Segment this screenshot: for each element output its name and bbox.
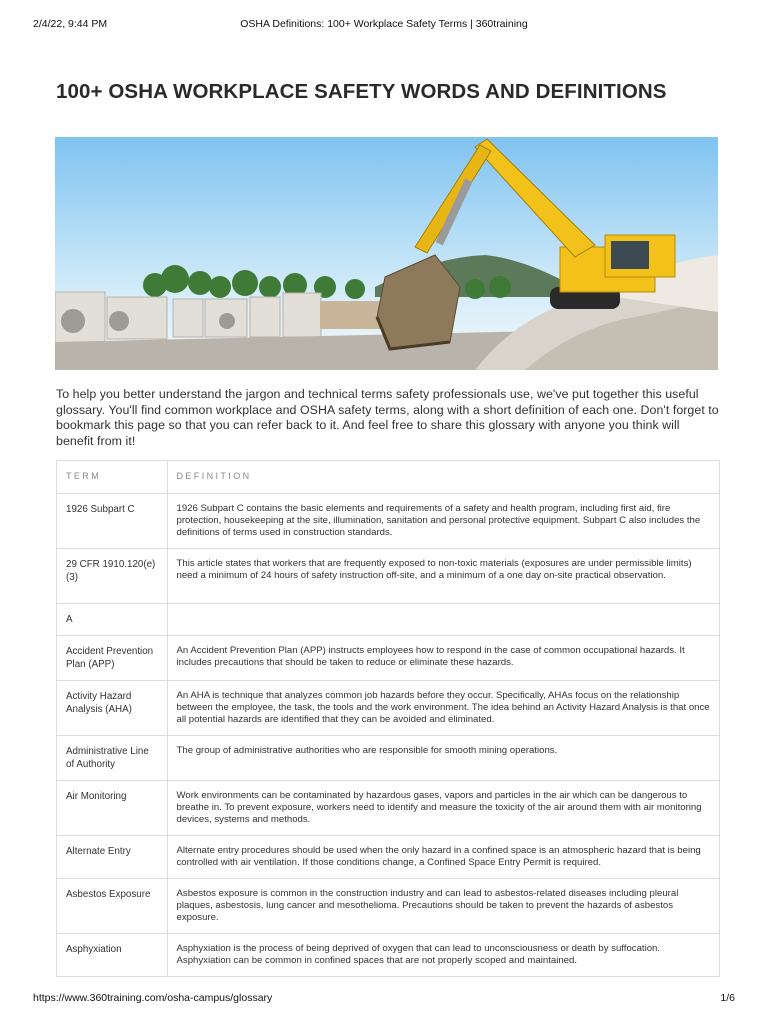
table-row: [57, 933, 719, 976]
definition-cell: Asphyxiation is the process of being deprived of oxygen that can lead to unconsciousness or death by suffocation. Asphyxiation can be common in confined spaces that are not properly scoped and maintained.: [167, 933, 719, 976]
definition-cell: An AHA is technique that analyzes common job hazards before they occur. Specifically, AHAs focus on the relationship between the employee, the task, the tools and the work environment. The idea behind an Activity Hazard Analysis is that once all potential hazards are identified that they can be avoided and eliminated.: [167, 680, 719, 735]
term-cell: 29 CFR 1910.120(e)(3): [57, 548, 167, 603]
table-row: [57, 548, 719, 603]
term-cell: Asbestos Exposure: [57, 878, 167, 933]
table-row: [57, 735, 719, 780]
term-cell: Accident Prevention Plan (APP): [57, 635, 167, 680]
term-cell: Air Monitoring: [57, 780, 167, 835]
definition-cell: [167, 603, 719, 635]
column-header-definition: DEFINITION: [167, 461, 719, 493]
print-url: https://www.360training.com/osha-campus/glossary: [33, 992, 273, 1004]
table-header-row: [57, 461, 719, 493]
definition-cell: Work environments can be contaminated by hazardous gases, vapors and particles in the air which can be dangerous to breathe in. To prevent exposure, workers need to identify and measure the toxicity of the air around them with air monitoring devices, systems and methods.: [167, 780, 719, 835]
table-row: [57, 780, 719, 835]
print-page-number: 1/6: [720, 992, 735, 1004]
table-row: [57, 835, 719, 878]
table-row: [57, 603, 719, 635]
glossary-table: [56, 460, 720, 977]
term-cell: Asphyxiation: [57, 933, 167, 976]
hero-image-excavator: [55, 137, 718, 370]
print-page-title: OSHA Definitions: 100+ Workplace Safety Terms | 360training: [240, 18, 528, 30]
definition-cell: The group of administrative authorities who are responsible for smooth mining operations.: [167, 735, 719, 780]
article-title: 100+ OSHA WORKPLACE SAFETY WORDS AND DEFINITIONS: [56, 80, 667, 103]
term-cell: 1926 Subpart C: [57, 493, 167, 548]
definition-cell: This article states that workers that are frequently exposed to non-toxic materials (exposures are under permissible limits) need a minimum of 24 hours of safety instruction off-site, and a minimum of a one day on-site practical observation.: [167, 548, 719, 603]
print-datetime: 2/4/22, 9:44 PM: [33, 18, 108, 30]
table-row: [57, 878, 719, 933]
table-row: [57, 680, 719, 735]
intro-paragraph: To help you better understand the jargon and technical terms safety professionals use, we've put together this useful glossary. You'll find common workplace and OSHA safety terms, along with a short definition of each one. Don't forget to bookmark this page so that you can refer back to it. And feel free to share this glossary with anyone you think will benefit from it!: [56, 387, 719, 448]
term-cell: Administrative Line of Authority: [57, 735, 167, 780]
definition-cell: Alternate entry procedures should be used when the only hazard in a confined space is an atmospheric hazard that is being controlled with air ventilation. If those conditions change, a Confined Space Entry Permit is required.: [167, 835, 719, 878]
term-cell: Activity Hazard Analysis (AHA): [57, 680, 167, 735]
term-cell: Alternate Entry: [57, 835, 167, 878]
table-row: [57, 493, 719, 548]
term-cell: A: [57, 603, 167, 635]
table-row: [57, 635, 719, 680]
definition-cell: 1926 Subpart C contains the basic elements and requirements of a safety and health program, including first aid, fire protection, housekeeping at the site, illumination, sanitation and personal protective equipment. Subpart C also includes the definitions of terms used in construction standards.: [167, 493, 719, 548]
column-header-term: TERM: [57, 461, 167, 493]
print-header: [33, 18, 735, 32]
definition-cell: An Accident Prevention Plan (APP) instructs employees how to respond in the case of common occupational hazards. It includes precautions that should be taken to reduce or eliminate these hazards.: [167, 635, 719, 680]
print-footer: [33, 992, 735, 1006]
definition-cell: Asbestos exposure is common in the construction industry and can lead to asbestos-related diseases including pleural plaques, asbestosis, lung cancer and mesothelioma. Precautions should be taken to prevent the hazards of asbestos exposure.: [167, 878, 719, 933]
